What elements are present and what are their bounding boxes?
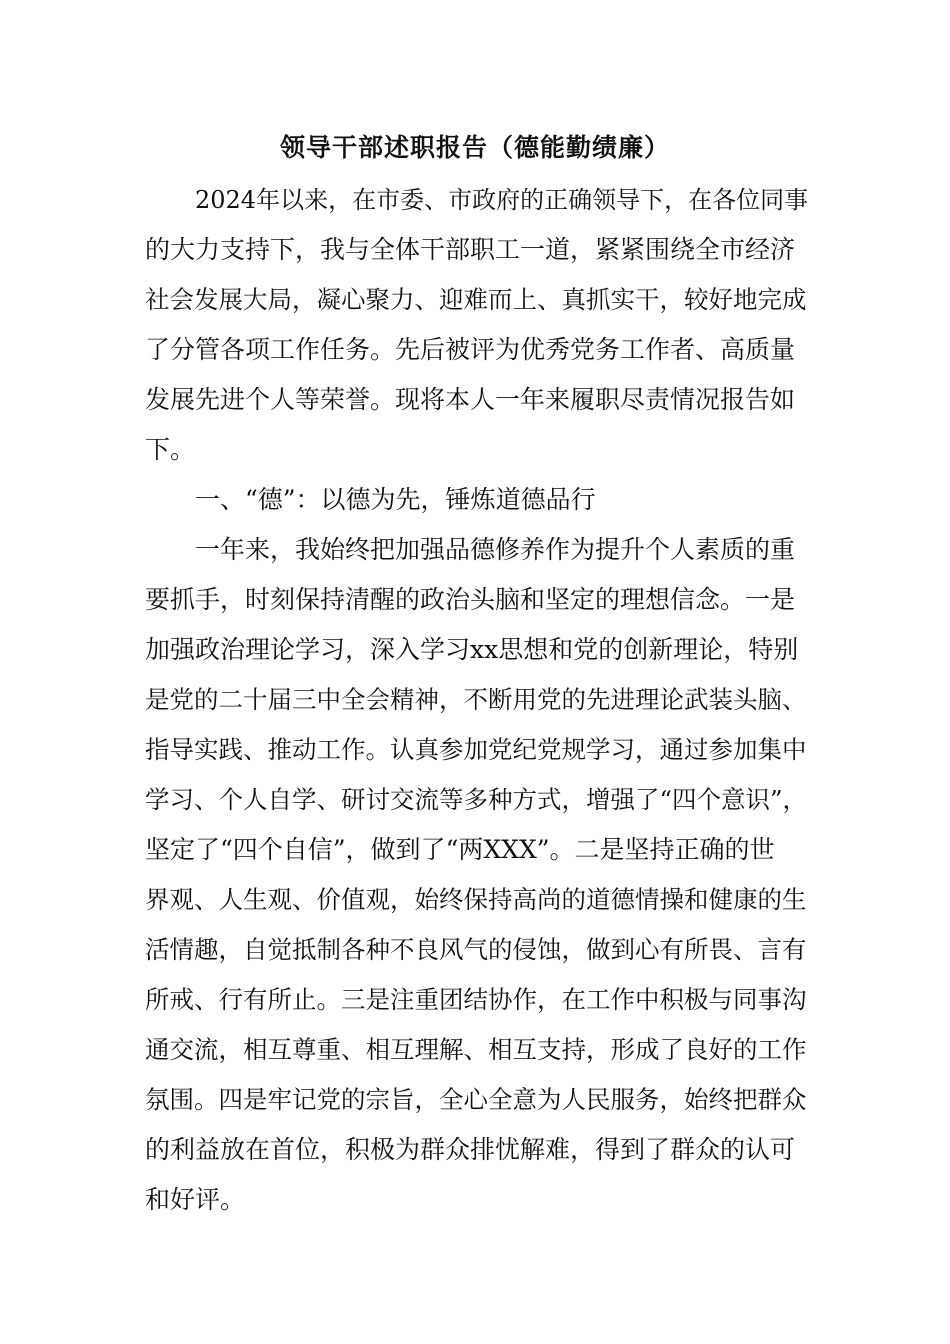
- paragraph-line: 要抓手，时刻保持清醒的政治头脑和坚定的理想信念。一是: [145, 585, 796, 614]
- paragraph-line: 发展先进个人等荣誉。现将本人一年来履职尽责情况报告如: [145, 385, 796, 414]
- paragraph-line: 和好评。: [145, 1185, 246, 1214]
- paragraph-line: 所戒、行有所止。三是注重团结协作，在工作中积极与同事沟: [145, 985, 807, 1014]
- paragraph-line: 2024年以来，在市委、市政府的正确领导下，在各位同事: [195, 186, 809, 214]
- paragraph-line: 加强政治理论学习，深入学习xx思想和党的创新理论，特别: [145, 635, 799, 664]
- paragraph-line: 通交流，相互尊重、相互理解、相互支持，形成了良好的工作: [145, 1035, 807, 1064]
- paragraph-line: 坚定了“四个自信”，做到了“两XXX”。二是坚持正确的世: [145, 835, 775, 864]
- paragraph-line: 界观、人生观、价值观，始终保持高尚的道德情操和健康的生: [145, 885, 807, 914]
- paragraph-line: 的利益放在首位，积极为群众排忧解难，得到了群众的认可: [145, 1135, 796, 1164]
- section-heading: 一、“德”：以德为先，锤炼道德品行: [195, 485, 596, 514]
- paragraph-line: 的大力支持下，我与全体干部职工一道，紧紧围绕全市经济: [145, 235, 796, 264]
- paragraph-line: 了分管各项工作任务。先后被评为优秀党务工作者、高质量: [145, 335, 796, 364]
- paragraph-line: 氛围。四是牢记党的宗旨，全心全意为人民服务，始终把群众: [145, 1085, 807, 1114]
- paragraph-line: 指导实践、推动工作。认真参加党纪党规学习，通过参加集中: [145, 735, 807, 764]
- document-title: 领导干部述职报告（德能勤绩廉）: [279, 133, 670, 162]
- paragraph-line: 活情趣，自觉抵制各种不良风气的侵蚀，做到心有所畏、言有: [145, 935, 807, 964]
- paragraph-line: 下。: [145, 435, 196, 464]
- paragraph-line: 学习、个人自学、研讨交流等多种方式，增强了“四个意识”，: [145, 785, 808, 814]
- paragraph-line: 是党的二十届三中全会精神，不断用党的先进理论武装头脑、: [145, 685, 807, 714]
- paragraph-line: 社会发展大局，凝心聚力、迎难而上、真抓实干，较好地完成: [145, 285, 807, 314]
- paragraph-line: 一年来，我始终把加强品德修养作为提升个人素质的重: [195, 535, 796, 564]
